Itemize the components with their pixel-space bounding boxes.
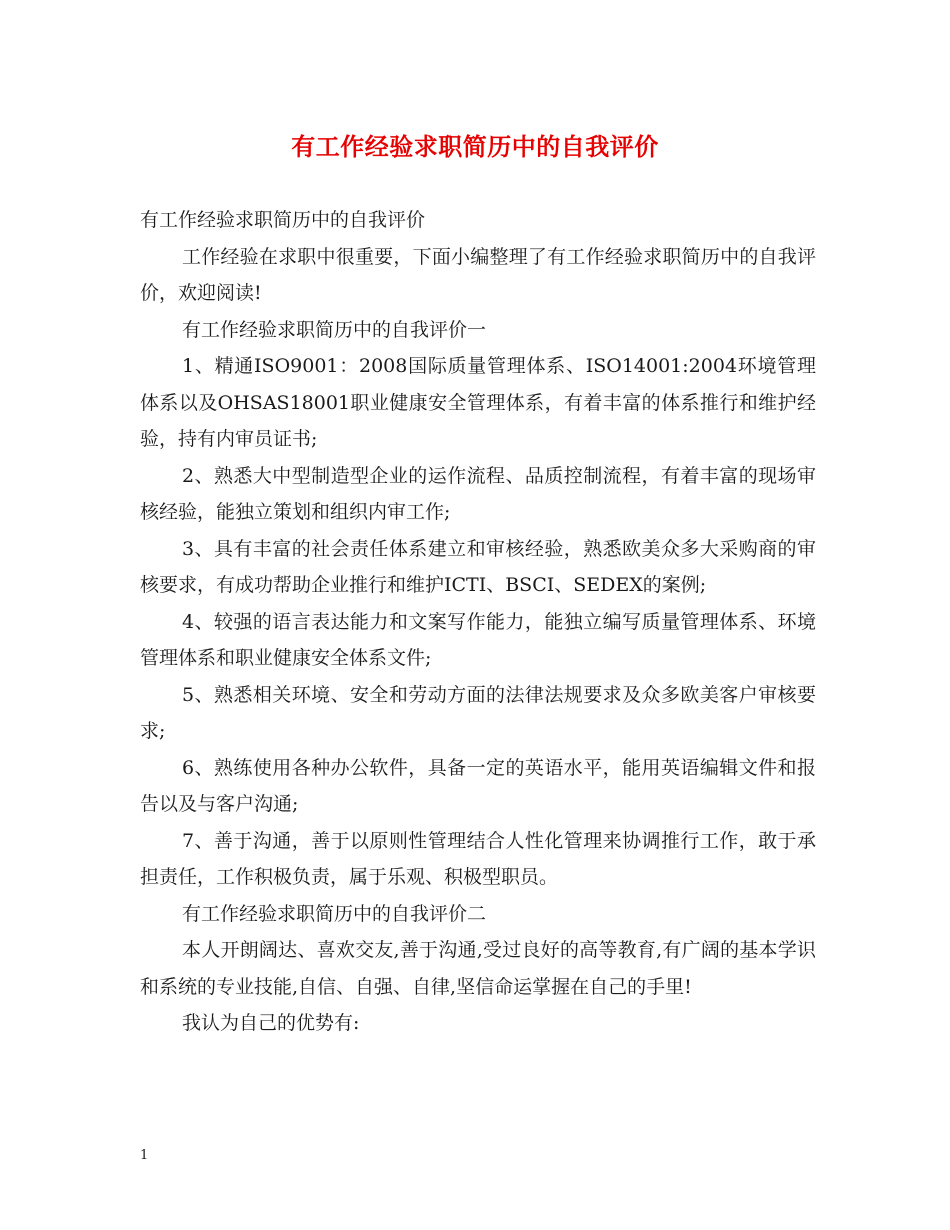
list-item-4: 4、较强的语言表达能力和文案写作能力，能独立编写质量管理体系、环境管理体系和职业健康安全体系文件;: [140, 610, 816, 669]
page-number: 1: [140, 1148, 149, 1163]
list-item-7: 7、善于沟通，善于以原则性管理结合人性化管理来协调推行工作，敢于承担责任，工作积极负责，属于乐观、积极型职员。: [140, 829, 816, 888]
list-item-3: 3、具有丰富的社会责任体系建立和审核经验，熟悉欧美众多大采购商的审核要求，有成功帮助企业推行和维护ICTI、BSCI、SEDEX的案例;: [140, 537, 816, 596]
list-item-6: 6、熟练使用各种办公软件，具备一定的英语水平，能用英语编辑文件和报告以及与客户沟通;: [140, 756, 816, 815]
paragraph-strengths-lead: 我认为自己的优势有:: [182, 1012, 360, 1034]
section-heading-two: 有工作经验求职简历中的自我评价二: [182, 902, 487, 925]
section-heading-one: 有工作经验求职简历中的自我评价一: [182, 318, 487, 341]
list-item-5: 5、熟悉相关环境、安全和劳动方面的法律法规要求及众多欧美客户审核要求;: [140, 683, 816, 742]
list-item-1: 1、精通ISO9001：2008国际质量管理体系、ISO14001:2004环境管理体系以及OHSAS18001职业健康安全管理体系，有着丰富的体系推行和维护经验，持有内审员证书;: [140, 355, 816, 450]
document-title: 有工作经验求职简历中的自我评价: [291, 132, 659, 161]
paragraph-intro: 工作经验在求职中很重要，下面小编整理了有工作经验求职简历中的自我评价，欢迎阅读!: [140, 245, 816, 304]
document-body: [140, 202, 816, 1042]
list-item-2: 2、熟悉大中型制造型企业的运作流程、品质控制流程，有着丰富的现场审核经验，能独立策划和组织内审工作;: [140, 464, 816, 523]
paragraph-self-description: 本人开朗阔达、喜欢交友,善于沟通,受过良好的高等教育,有广阔的基本学识和系统的专业技能,自信、自强、自律,坚信命运掌握在自己的手里!: [140, 939, 816, 998]
paragraph-subtitle: 有工作经验求职简历中的自我评价: [140, 209, 426, 231]
